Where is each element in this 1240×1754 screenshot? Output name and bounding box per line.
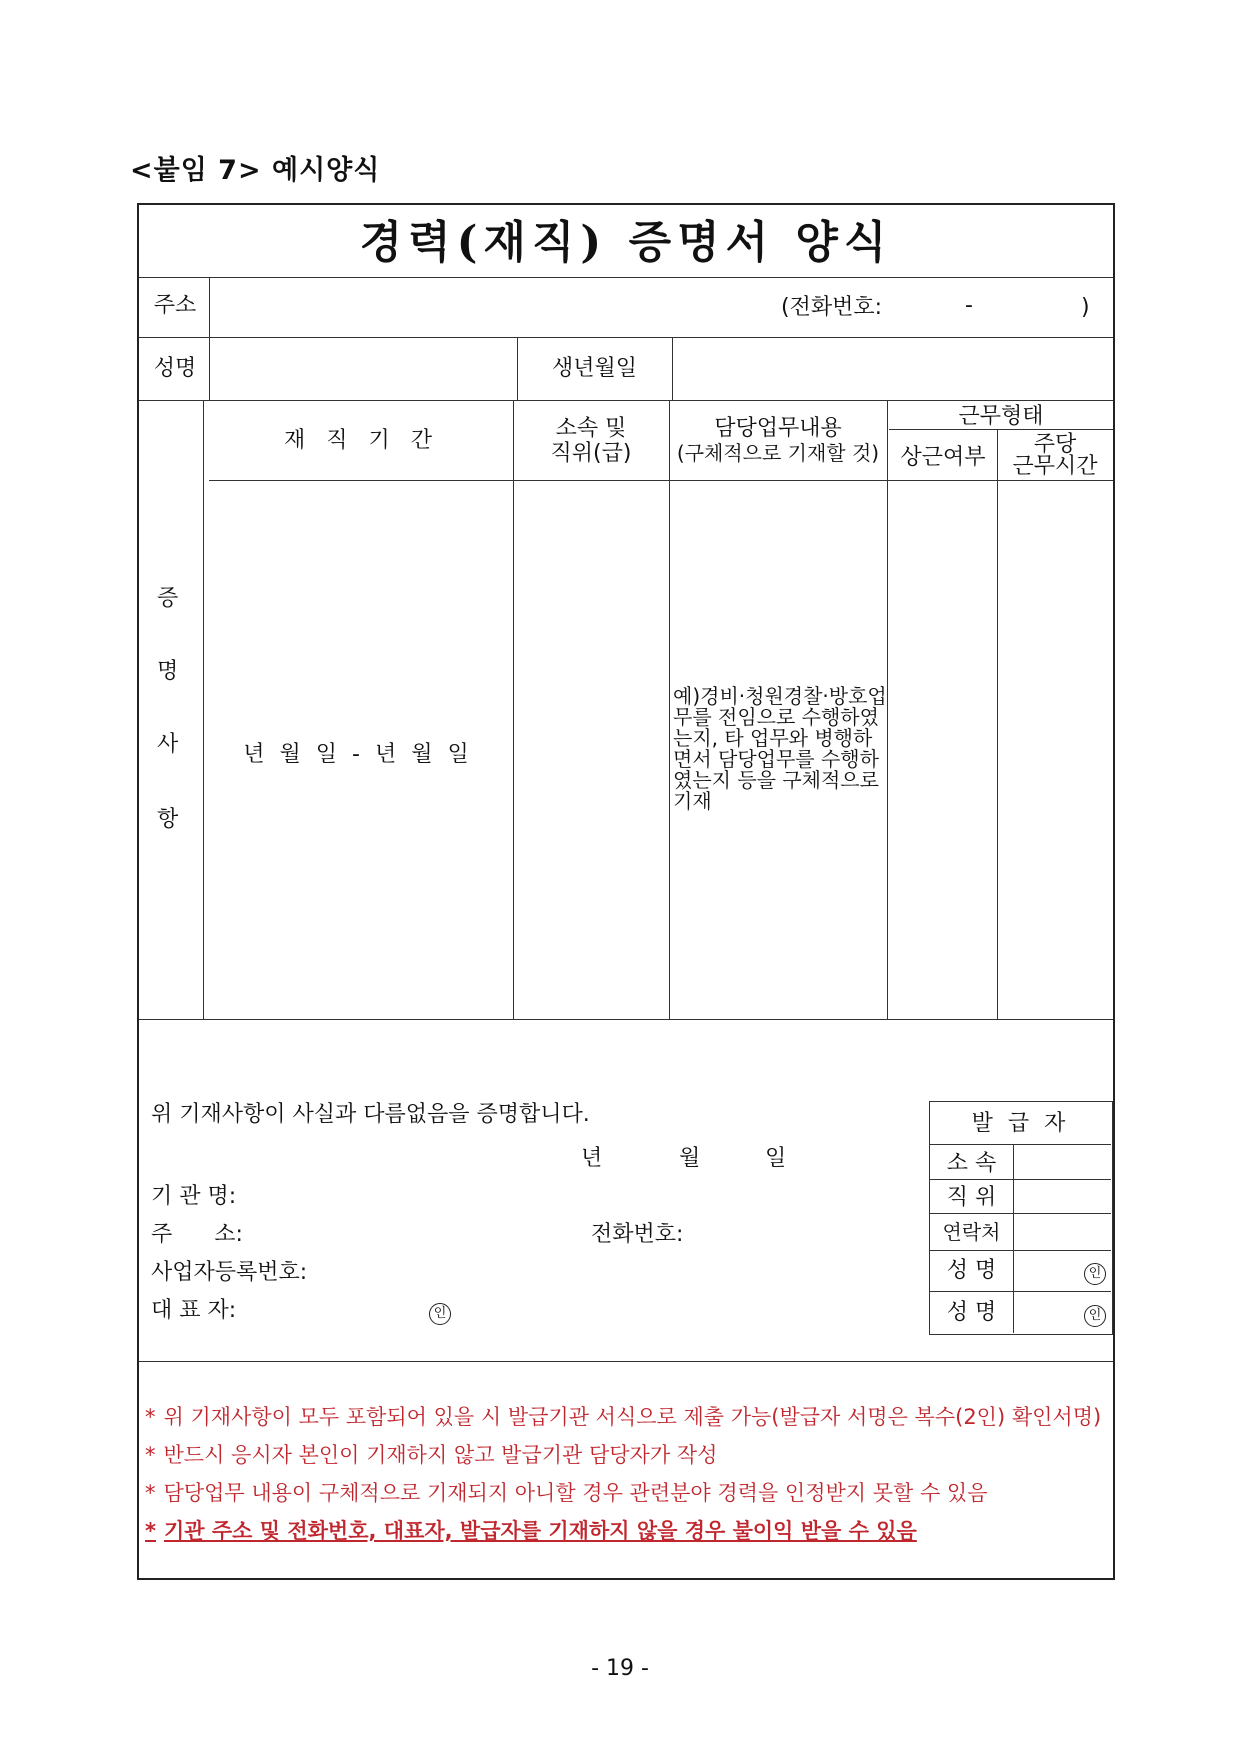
duty-example-line: 면서 담당업무를 수행하 [673,747,879,771]
section-label-char: 항 [157,807,179,832]
certificate-form [137,203,1115,1580]
org-name-label: 기 관 명: [151,1184,237,1209]
divider [139,1019,1113,1020]
issuer-seal [1084,1259,1106,1285]
divider [672,337,673,400]
phone-dash: - [965,293,973,318]
divider [930,1291,1111,1292]
duty-example-line: 였는지 등을 구체적으로 [673,768,879,792]
note-item [145,1439,717,1469]
ceo-seal [429,1299,451,1325]
issuer-row-label: 연락처 [942,1220,1001,1244]
seal-icon: 인 [1084,1305,1106,1327]
issuer-box [929,1101,1113,1335]
seal-icon: 인 [1084,1263,1106,1285]
dept-header-line1: 소속 및 [555,416,627,441]
note-text: 담당업무 내용이 구체적으로 기재되지 아니할 경우 관련분야 경력을 인정받지 못할 수 있음 [163,1481,988,1505]
certify-statement: 위 기재사항이 사실과 다름없음을 증명합니다. [151,1102,590,1127]
divider [997,429,998,1019]
org-address-label: 주 소: [151,1222,243,1247]
note-marker: * [145,1405,156,1429]
divider [139,337,1113,338]
issuer-title: 발 급 자 [971,1111,1070,1136]
ceo-label: 대 표 자: [151,1298,237,1323]
duty-example-line: 는지, 타 업무와 병행하 [673,726,873,750]
date-year: 년 [581,1146,603,1171]
divider [139,1361,1113,1362]
issuer-row-label: 성 명 [946,1258,997,1283]
divider [139,400,1113,401]
issuer-seal [1084,1301,1106,1327]
divider [669,400,670,1019]
divider [887,400,888,1019]
page-number: - 19 - [591,1656,649,1681]
org-phone-label: 전화번호: [591,1222,684,1247]
date-month: 월 [679,1146,701,1171]
note-item-emphasis [145,1515,917,1545]
hours-header-line2: 근무시간 [1012,454,1098,479]
duty-example-line: 무를 전임으로 수행하였 [673,705,879,729]
attachment-header: <붙임 7> 예시양식 [130,155,381,186]
note-marker: * [145,1519,156,1543]
hours-header-line1: 주당 [1033,432,1077,457]
section-label-char: 증 [157,586,179,611]
phone-close: ) [1081,295,1090,320]
note-marker: * [145,1481,156,1505]
divider [139,277,1113,278]
note-marker: * [145,1443,156,1467]
divider [930,1250,1111,1251]
duty-header-line2: (구체적으로 기재할 것) [676,441,880,465]
section-label-char: 명 [157,659,179,684]
date-day: 일 [765,1146,787,1171]
note-item [145,1477,988,1507]
divider [930,1179,1111,1180]
divider [209,480,1113,481]
biz-no-label: 사업자등록번호: [151,1260,308,1285]
fulltime-header: 상근여부 [900,445,986,470]
duty-header-line1: 담당업무내용 [714,416,842,441]
seal-icon: 인 [429,1303,451,1325]
divider [209,277,210,400]
issuer-row-label: 직 위 [946,1185,997,1210]
note-item [145,1401,1101,1431]
work-type-header: 근무형태 [958,404,1044,429]
address-label: 주소 [153,293,197,318]
divider [1013,1144,1014,1333]
issuer-row-label: 성 명 [946,1300,997,1325]
period-header: 재 직 기 간 [284,428,432,453]
divider [930,1144,1111,1145]
phone-label: (전화번호: [781,295,883,320]
dept-header-line2: 직위(급) [550,441,632,466]
note-text: 기관 주소 및 전화번호, 대표자, 발급자를 기재하지 않을 경우 불이익 받을 수 있음 [163,1519,917,1543]
duty-example-line: 기재 [673,789,712,813]
duty-example-line: 예)경비·청원경찰·방호업 [673,684,887,708]
divider [513,400,514,1019]
form-title: 경력(재직) 증명서 양식 [359,217,893,268]
note-text: 위 기재사항이 모두 포함되어 있을 시 발급기관 서식으로 제출 가능(발급자 서명은 복수(2인) 확인서명) [163,1405,1102,1429]
divider [203,400,204,1019]
period-value: 년 월 일 - 년 월 일 [243,742,473,767]
name-label: 성명 [153,356,197,381]
section-label-char: 사 [157,732,179,757]
divider [930,1213,1111,1214]
note-text: 반드시 응시자 본인이 기재하지 않고 발급기관 담당자가 작성 [163,1443,718,1467]
issuer-row-label: 소 속 [946,1151,997,1176]
birth-label: 생년월일 [551,356,637,381]
